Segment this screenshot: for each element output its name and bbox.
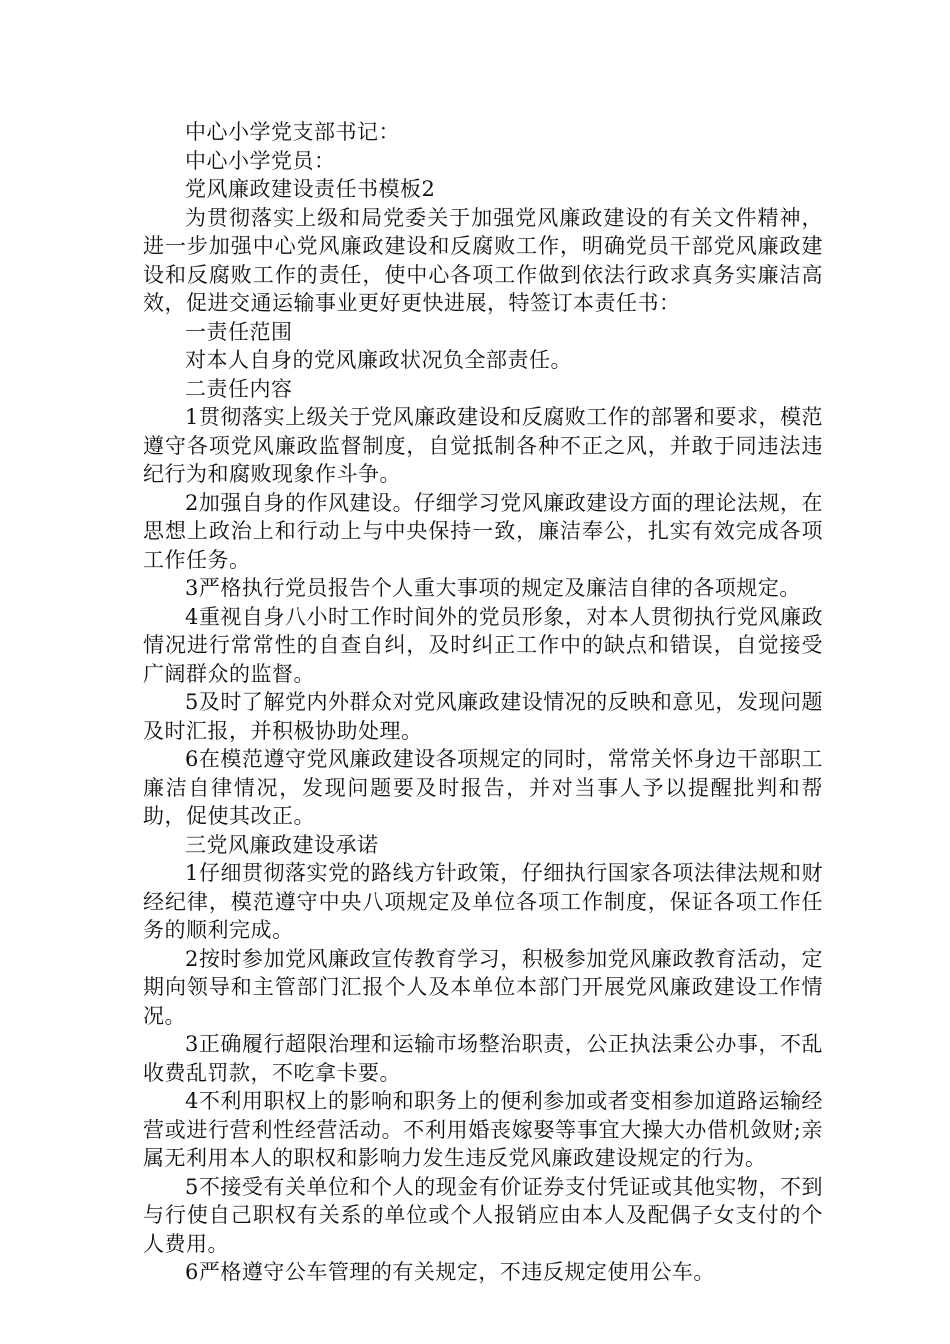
content-item-5: 5及时了解党内外群众对党风廉政建设情况的反映和意见，发现问题及时汇报，并积极协助处理。 [143,690,823,743]
commitment-item-4: 4不利用职权上的影响和职务上的便利参加或者变相参加道路运输经营或进行营利性经营活动。不利用婚丧嫁娶等事宜大操大办借机敛财;亲属无利用本人的职权和影响力发生违反党风廉政建设规定的行为。 [143,1089,823,1170]
document-body [143,118,823,1287]
content-item-6: 6在模范遵守党风廉政建设各项规定的同时，常常关怀身边干部职工廉洁自律情况，发现问题要及时报告，并对当事人予以提醒批判和帮助，促使其改正。 [143,747,823,828]
commitment-item-3: 3正确履行超限治理和运输市场整治职责，公正执法秉公办事，不乱收费乱罚款，不吃拿卡要。 [143,1032,823,1085]
intro-paragraph: 为贯彻落实上级和局党委关于加强党风廉政建设的有关文件精神，进一步加强中心党风廉政建设和反腐败工作，明确党员干部党风廉政建设和反腐败工作的责任，使中心各项工作做到依法行政求真务实廉洁高效，促进交通运输事业更好更快进展，特签订本责任书： [143,205,823,315]
commitment-item-6: 6严格遵守公车管理的有关规定，不违反规定使用公车。 [185,1260,715,1284]
content-item-3: 3严格执行党员报告个人重大事项的规定及廉洁自律的各项规定。 [185,576,801,600]
document-title: 党风廉政建设责任书模板2 [185,177,436,201]
section-heading-content: 二责任内容 [185,376,293,401]
commitment-item-5: 5不接受有关单位和个人的现金有价证券支付凭证或其他实物，不到与行使自己职权有关系的单位或个人报销应由本人及配偶子女支付的个人费用。 [143,1174,823,1256]
section-heading-commitment: 三党风廉政建设承诺 [185,832,379,857]
commitment-item-1: 1仔细贯彻落实党的路线方针政策，仔细执行国家各项法律法规和财经纪律，模范遵守中央八项规定及单位各项工作制度，保证各项工作任务的顺利完成。 [143,861,823,942]
salutation-secretary: 中心小学党支部书记： [185,120,400,144]
content-item-1: 1贯彻落实上级关于党风廉政建设和反腐败工作的部署和要求，模范遵守各项党风廉政监督制度，自觉抵制各种不正之风，并敢于同违法违纪行为和腐败现象作斗争。 [143,405,823,486]
content-item-4: 4重视自身八小时工作时间外的党员形象，对本人贯彻执行党风廉政情况进行常常性的自查自纠，及时纠正工作中的缺点和错误，自觉接受广阔群众的监督。 [143,604,823,686]
commitment-item-2: 2按时参加党风廉政宣传教育学习，积极参加党风廉政教育活动，定期向领导和主管部门汇报个人及本单位本部门开展党风廉政建设工作情况。 [143,946,823,1028]
section-heading-scope: 一责任范围 [185,319,293,344]
salutation-members: 中心小学党员： [185,148,336,173]
scope-paragraph: 对本人自身的党风廉政状况负全部责任。 [185,348,572,372]
content-item-2: 2加强自身的作风建设。仔细学习党风廉政建设方面的理论法规，在思想上政治上和行动上与中央保持一致，廉洁奉公，扎实有效完成各项工作任务。 [143,490,823,572]
